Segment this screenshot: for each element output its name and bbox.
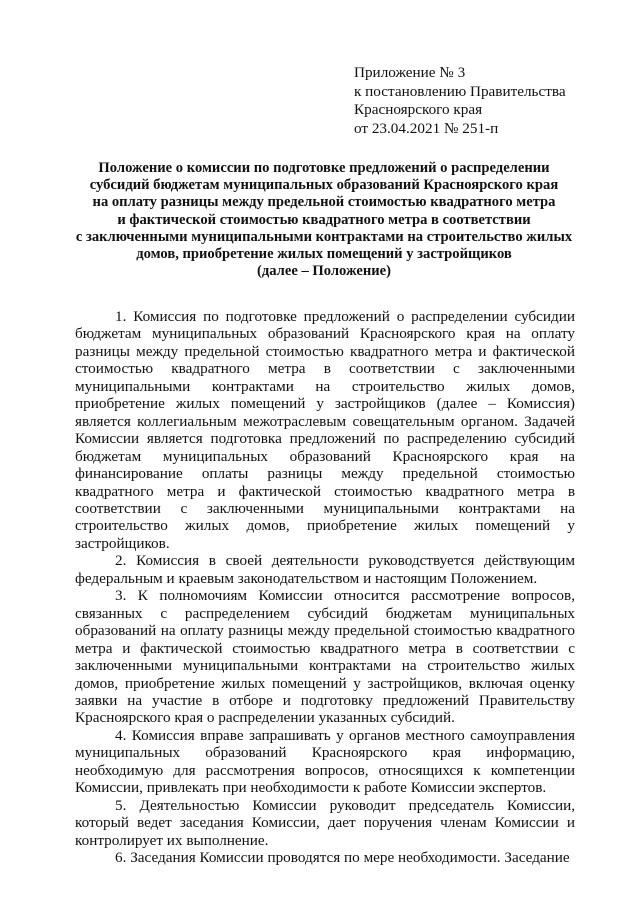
appendix-date-number: от 23.04.2021 № 251-п [354, 119, 499, 137]
title-line: Положение о комиссии по подготовке предложений о распределении [98, 160, 550, 176]
appendix-resolution: к постановлению Правительства [354, 82, 566, 100]
title-line: и фактической стоимостью квадратного метра в соответствии [117, 211, 531, 228]
appendix-number: Приложение № 3 [354, 64, 466, 81]
paragraph-4: 4. Комиссия вправе запрашивать у органов местного самоуправления муниципальных образований Красноярского края информацию, необходимую для рассмотрения вопросов, относящихся к компетенции Комиссии, привлекать при необходимости к работе Комиссии экспертов. [75, 726, 575, 797]
title-line: субсидий бюджетам муниципальных образований Красноярского края [89, 177, 559, 194]
paragraph-3: 3. К полномочиям Комиссии относится рассмотрение вопросов, связанных с распределением субсидий бюджетам муниципальных образований на оплату разницы между предельной стоимостью квадратного метра и фактической стоимостью квадратного метра в соответствии с заключенными муниципальными контрактами на строительство жилых домов, приобретение жилых помещений у застройщиков, включая оценку заявки на участие в отборе и подготовку предложений Правительству Красноярского края о распределении указанных субсидий. [75, 587, 575, 727]
paragraph-1: 1. Комиссия по подготовке предложений о распределении субсидии бюджетам муниципальных образований Красноярского края на оплату разницы между предельной стоимостью квадратного метра и фактической стоимостью квадратного метра в соответствии с заключенными муниципальными контрактами на строительство жилых домов, приобретение жилых помещений у застройщиков (далее – Комиссия) является коллегиальным межотраслевым совещательным органом. Задачей Комиссии является подготовка предложений по распределению субсидий бюджетам муниципальных образований Красноярского края на финансирование оплаты разницы между предельной стоимостью квадратного метра и фактической стоимостью квадратного метра в соответствии с заключенными муниципальными контрактами на строительство жилых домов, приобретение жилых помещений у застройщиков. [75, 308, 575, 552]
appendix-region: Красноярского края [354, 101, 483, 118]
title-line: (далее – Положение) [256, 263, 391, 280]
document-title [72, 160, 576, 280]
title-line: домов, приобретение жилых помещений у застройщиков [136, 246, 512, 263]
paragraph-6: 6. Заседания Комиссии проводятся по мере необходимости. Заседание [115, 849, 570, 867]
title-line: на оплату разницы между предельной стоимостью квадратного метра [92, 194, 556, 211]
title-line: с заключенными муниципальными контрактами на строительство жилых [75, 228, 573, 245]
appendix-header [354, 64, 624, 138]
paragraph-5: 5. Деятельностью Комиссии руководит председатель Комиссии, который ведет заседания Комиссии, дает поручения членам Комиссии и контролирует их выполнение. [75, 796, 575, 849]
document-body [75, 308, 575, 867]
paragraph-2: 2. Комиссия в своей деятельности руководствуется действующим федеральным и краевым законодательством и настоящим Положением. [75, 552, 575, 587]
